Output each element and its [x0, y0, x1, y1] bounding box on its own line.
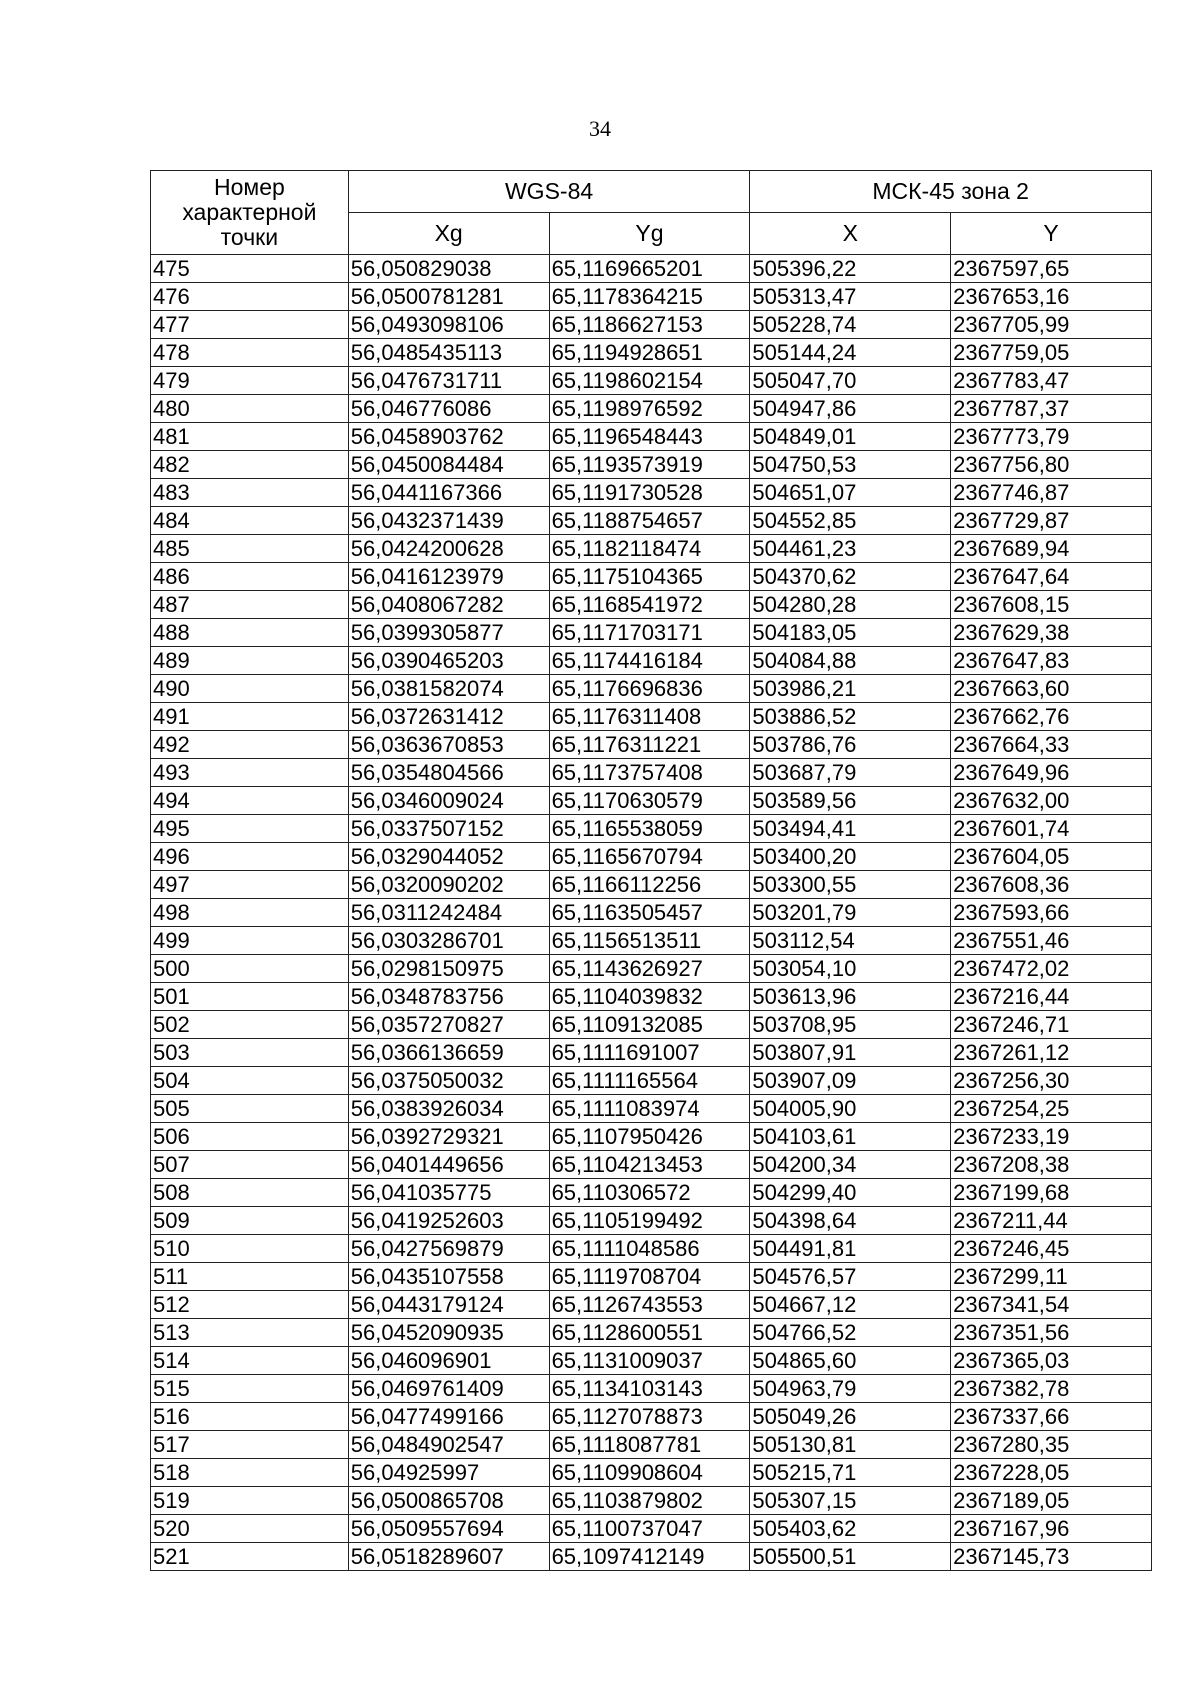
point-number-cell: 516 [151, 1403, 349, 1431]
yg-cell: 65,1178364215 [549, 283, 750, 311]
y-cell: 2367662,76 [951, 703, 1152, 731]
xg-cell: 56,0477499166 [348, 1403, 549, 1431]
x-cell: 505313,47 [750, 283, 951, 311]
x-cell: 504766,52 [750, 1319, 951, 1347]
xg-cell: 56,0329044052 [348, 843, 549, 871]
x-cell: 503494,41 [750, 815, 951, 843]
point-number-cell: 514 [151, 1347, 349, 1375]
xg-cell: 56,0401449656 [348, 1151, 549, 1179]
xg-cell: 56,0399305877 [348, 619, 549, 647]
x-cell: 503054,10 [750, 955, 951, 983]
x-cell: 504461,23 [750, 535, 951, 563]
x-cell: 504103,61 [750, 1123, 951, 1151]
y-cell: 2367756,80 [951, 451, 1152, 479]
table-row [151, 731, 1152, 759]
point-number-cell: 493 [151, 759, 349, 787]
x-cell: 505144,24 [750, 339, 951, 367]
table-row [151, 1011, 1152, 1039]
yg-cell: 65,1174416184 [549, 647, 750, 675]
y-cell: 2367705,99 [951, 311, 1152, 339]
xg-cell: 56,0500781281 [348, 283, 549, 311]
y-cell: 2367246,71 [951, 1011, 1152, 1039]
xg-cell: 56,0450084484 [348, 451, 549, 479]
yg-cell: 65,1173757408 [549, 759, 750, 787]
y-cell: 2367228,05 [951, 1459, 1152, 1487]
x-cell: 504084,88 [750, 647, 951, 675]
yg-cell: 65,1131009037 [549, 1347, 750, 1375]
xg-cell: 56,046776086 [348, 395, 549, 423]
x-cell: 505500,51 [750, 1543, 951, 1571]
table-row [151, 255, 1152, 283]
x-cell: 504398,64 [750, 1207, 951, 1235]
point-number-cell: 495 [151, 815, 349, 843]
x-cell: 503807,91 [750, 1039, 951, 1067]
x-cell: 505049,26 [750, 1403, 951, 1431]
yg-cell: 65,1111165564 [549, 1067, 750, 1095]
table-row [151, 1095, 1152, 1123]
yg-cell: 65,1182118474 [549, 535, 750, 563]
point-number-cell: 509 [151, 1207, 349, 1235]
point-number-cell: 513 [151, 1319, 349, 1347]
table-row [151, 1431, 1152, 1459]
table-row [151, 1375, 1152, 1403]
xg-cell: 56,0419252603 [348, 1207, 549, 1235]
xg-cell: 56,0392729321 [348, 1123, 549, 1151]
x-cell: 504750,53 [750, 451, 951, 479]
x-cell: 504865,60 [750, 1347, 951, 1375]
yg-cell: 65,1163505457 [549, 899, 750, 927]
yg-cell: 65,1119708704 [549, 1263, 750, 1291]
point-number-cell: 482 [151, 451, 349, 479]
x-cell: 504299,40 [750, 1179, 951, 1207]
y-cell: 2367632,00 [951, 787, 1152, 815]
y-cell: 2367601,74 [951, 815, 1152, 843]
point-number-cell: 499 [151, 927, 349, 955]
table-row [151, 815, 1152, 843]
xg-cell: 56,0435107558 [348, 1263, 549, 1291]
point-number-cell: 518 [151, 1459, 349, 1487]
xg-cell: 56,046096901 [348, 1347, 549, 1375]
point-number-cell: 478 [151, 339, 349, 367]
x-cell: 505228,74 [750, 311, 951, 339]
yg-cell: 65,1100737047 [549, 1515, 750, 1543]
yg-cell: 65,1105199492 [549, 1207, 750, 1235]
y-cell: 2367746,87 [951, 479, 1152, 507]
yg-cell: 65,1109132085 [549, 1011, 750, 1039]
yg-cell: 65,1111691007 [549, 1039, 750, 1067]
y-cell: 2367773,79 [951, 423, 1152, 451]
xg-cell: 56,0485435113 [348, 339, 549, 367]
xg-cell: 56,0372631412 [348, 703, 549, 731]
xg-cell: 56,0298150975 [348, 955, 549, 983]
table-row [151, 311, 1152, 339]
y-cell: 2367382,78 [951, 1375, 1152, 1403]
yg-cell: 65,1104213453 [549, 1151, 750, 1179]
point-number-cell: 486 [151, 563, 349, 591]
x-cell: 505403,62 [750, 1515, 951, 1543]
yg-cell: 65,1143626927 [549, 955, 750, 983]
xg-cell: 56,0427569879 [348, 1235, 549, 1263]
yg-cell: 65,1134103143 [549, 1375, 750, 1403]
x-cell: 503708,95 [750, 1011, 951, 1039]
table-row [151, 1347, 1152, 1375]
y-cell: 2367145,73 [951, 1543, 1152, 1571]
point-number-cell: 487 [151, 591, 349, 619]
table-row [151, 871, 1152, 899]
y-cell: 2367647,64 [951, 563, 1152, 591]
x-cell: 503300,55 [750, 871, 951, 899]
yg-cell: 65,1176311408 [549, 703, 750, 731]
point-number-cell: 475 [151, 255, 349, 283]
table-row [151, 479, 1152, 507]
table-row [151, 1235, 1152, 1263]
x-cell: 503400,20 [750, 843, 951, 871]
point-number-cell: 481 [151, 423, 349, 451]
table-row [151, 1543, 1152, 1571]
xg-cell: 56,0381582074 [348, 675, 549, 703]
point-number-cell: 519 [151, 1487, 349, 1515]
xg-cell: 56,0493098106 [348, 311, 549, 339]
table-row [151, 1067, 1152, 1095]
table-row [151, 591, 1152, 619]
point-number-cell: 506 [151, 1123, 349, 1151]
x-cell: 504552,85 [750, 507, 951, 535]
point-number-cell: 520 [151, 1515, 349, 1543]
xg-cell: 56,0348783756 [348, 983, 549, 1011]
yg-cell: 65,1166112256 [549, 871, 750, 899]
table-row [151, 1039, 1152, 1067]
y-cell: 2367783,47 [951, 367, 1152, 395]
y-cell: 2367167,96 [951, 1515, 1152, 1543]
y-cell: 2367216,44 [951, 983, 1152, 1011]
y-cell: 2367365,03 [951, 1347, 1152, 1375]
y-cell: 2367663,60 [951, 675, 1152, 703]
x-cell: 504370,62 [750, 563, 951, 591]
y-cell: 2367199,68 [951, 1179, 1152, 1207]
table-row [151, 451, 1152, 479]
yg-cell: 65,1165538059 [549, 815, 750, 843]
point-number-cell: 512 [151, 1291, 349, 1319]
point-number-cell: 479 [151, 367, 349, 395]
yg-cell: 65,1171703171 [549, 619, 750, 647]
yg-cell: 65,1198976592 [549, 395, 750, 423]
x-cell: 505047,70 [750, 367, 951, 395]
page-number: 34 [589, 116, 611, 141]
yg-cell: 65,1169665201 [549, 255, 750, 283]
y-cell: 2367689,94 [951, 535, 1152, 563]
yg-cell: 65,1188754657 [549, 507, 750, 535]
y-cell: 2367341,54 [951, 1291, 1152, 1319]
x-cell: 504576,57 [750, 1263, 951, 1291]
y-cell: 2367759,05 [951, 339, 1152, 367]
table-row [151, 507, 1152, 535]
xg-cell: 56,0500865708 [348, 1487, 549, 1515]
point-number-cell: 484 [151, 507, 349, 535]
xg-cell: 56,04925997 [348, 1459, 549, 1487]
header-wgs84: WGS-84 [348, 171, 750, 213]
y-cell: 2367653,16 [951, 283, 1152, 311]
yg-cell: 65,1198602154 [549, 367, 750, 395]
x-cell: 503986,21 [750, 675, 951, 703]
table-body [151, 255, 1152, 1571]
table-row [151, 703, 1152, 731]
xg-cell: 56,0509557694 [348, 1515, 549, 1543]
y-cell: 2367254,25 [951, 1095, 1152, 1123]
x-cell: 504849,01 [750, 423, 951, 451]
y-cell: 2367729,87 [951, 507, 1152, 535]
x-cell: 503786,76 [750, 731, 951, 759]
xg-cell: 56,0441167366 [348, 479, 549, 507]
point-number-cell: 503 [151, 1039, 349, 1067]
header-x: X [750, 213, 951, 255]
table-row [151, 983, 1152, 1011]
y-cell: 2367551,46 [951, 927, 1152, 955]
xg-cell: 56,0383926034 [348, 1095, 549, 1123]
xg-cell: 56,0354804566 [348, 759, 549, 787]
x-cell: 503886,52 [750, 703, 951, 731]
yg-cell: 65,1196548443 [549, 423, 750, 451]
xg-cell: 56,0452090935 [348, 1319, 549, 1347]
point-number-cell: 491 [151, 703, 349, 731]
table-row [151, 1179, 1152, 1207]
point-number-cell: 501 [151, 983, 349, 1011]
header-yg: Yg [549, 213, 750, 255]
y-cell: 2367208,38 [951, 1151, 1152, 1179]
yg-cell: 65,1126743553 [549, 1291, 750, 1319]
y-cell: 2367787,37 [951, 395, 1152, 423]
yg-cell: 65,1191730528 [549, 479, 750, 507]
xg-cell: 56,0424200628 [348, 535, 549, 563]
table-row [151, 675, 1152, 703]
x-cell: 504963,79 [750, 1375, 951, 1403]
header-xg: Xg [348, 213, 549, 255]
xg-cell: 56,0432371439 [348, 507, 549, 535]
yg-cell: 65,1175104365 [549, 563, 750, 591]
xg-cell: 56,0366136659 [348, 1039, 549, 1067]
x-cell: 503613,96 [750, 983, 951, 1011]
xg-cell: 56,050829038 [348, 255, 549, 283]
table-row [151, 899, 1152, 927]
y-cell: 2367647,83 [951, 647, 1152, 675]
point-number-cell: 500 [151, 955, 349, 983]
point-number-cell: 488 [151, 619, 349, 647]
x-cell: 504651,07 [750, 479, 951, 507]
x-cell: 505130,81 [750, 1431, 951, 1459]
y-cell: 2367608,15 [951, 591, 1152, 619]
point-number-cell: 510 [151, 1235, 349, 1263]
header-y: Y [951, 213, 1152, 255]
y-cell: 2367233,19 [951, 1123, 1152, 1151]
table-row [151, 1403, 1152, 1431]
y-cell: 2367604,05 [951, 843, 1152, 871]
table-row [151, 1515, 1152, 1543]
y-cell: 2367608,36 [951, 871, 1152, 899]
point-number-cell: 505 [151, 1095, 349, 1123]
table-row [151, 563, 1152, 591]
x-cell: 504667,12 [750, 1291, 951, 1319]
yg-cell: 65,1193573919 [549, 451, 750, 479]
xg-cell: 56,0458903762 [348, 423, 549, 451]
table-row [151, 787, 1152, 815]
xg-cell: 56,0443179124 [348, 1291, 549, 1319]
yg-cell: 65,110306572 [549, 1179, 750, 1207]
table-row [151, 1291, 1152, 1319]
x-cell: 504005,90 [750, 1095, 951, 1123]
table-row [151, 647, 1152, 675]
table-row [151, 1263, 1152, 1291]
table-row [151, 759, 1152, 787]
xg-cell: 56,0337507152 [348, 815, 549, 843]
x-cell: 503687,79 [750, 759, 951, 787]
yg-cell: 65,1111083974 [549, 1095, 750, 1123]
yg-cell: 65,1127078873 [549, 1403, 750, 1431]
y-cell: 2367337,66 [951, 1403, 1152, 1431]
table-header [151, 171, 1152, 255]
point-number-cell: 508 [151, 1179, 349, 1207]
point-number-cell: 476 [151, 283, 349, 311]
xg-cell: 56,0408067282 [348, 591, 549, 619]
point-number-cell: 489 [151, 647, 349, 675]
table-row [151, 955, 1152, 983]
y-cell: 2367211,44 [951, 1207, 1152, 1235]
yg-cell: 65,1194928651 [549, 339, 750, 367]
y-cell: 2367472,02 [951, 955, 1152, 983]
point-number-cell: 515 [151, 1375, 349, 1403]
yg-cell: 65,1097412149 [549, 1543, 750, 1571]
y-cell: 2367261,12 [951, 1039, 1152, 1067]
xg-cell: 56,0346009024 [348, 787, 549, 815]
xg-cell: 56,0476731711 [348, 367, 549, 395]
table-row [151, 1123, 1152, 1151]
yg-cell: 65,1168541972 [549, 591, 750, 619]
point-number-cell: 480 [151, 395, 349, 423]
yg-cell: 65,1186627153 [549, 311, 750, 339]
yg-cell: 65,1170630579 [549, 787, 750, 815]
y-cell: 2367649,96 [951, 759, 1152, 787]
x-cell: 505307,15 [750, 1487, 951, 1515]
table-row [151, 395, 1152, 423]
x-cell: 504491,81 [750, 1235, 951, 1263]
table-row [151, 619, 1152, 647]
yg-cell: 65,1107950426 [549, 1123, 750, 1151]
xg-cell: 56,0375050032 [348, 1067, 549, 1095]
point-number-cell: 483 [151, 479, 349, 507]
y-cell: 2367351,56 [951, 1319, 1152, 1347]
table-row [151, 283, 1152, 311]
point-number-cell: 511 [151, 1263, 349, 1291]
yg-cell: 65,1165670794 [549, 843, 750, 871]
yg-cell: 65,1118087781 [549, 1431, 750, 1459]
point-number-cell: 494 [151, 787, 349, 815]
y-cell: 2367629,38 [951, 619, 1152, 647]
yg-cell: 65,1176696836 [549, 675, 750, 703]
table-row [151, 535, 1152, 563]
table-row [151, 367, 1152, 395]
xg-cell: 56,0469761409 [348, 1375, 549, 1403]
x-cell: 503112,54 [750, 927, 951, 955]
xg-cell: 56,041035775 [348, 1179, 549, 1207]
header-point-number: Номер характерной точки [151, 171, 349, 255]
yg-cell: 65,1156513511 [549, 927, 750, 955]
y-cell: 2367597,65 [951, 255, 1152, 283]
xg-cell: 56,0484902547 [348, 1431, 549, 1459]
y-cell: 2367299,11 [951, 1263, 1152, 1291]
yg-cell: 65,1111048586 [549, 1235, 750, 1263]
x-cell: 505396,22 [750, 255, 951, 283]
point-number-cell: 507 [151, 1151, 349, 1179]
point-number-cell: 517 [151, 1431, 349, 1459]
x-cell: 504200,34 [750, 1151, 951, 1179]
table-row [151, 1487, 1152, 1515]
xg-cell: 56,0303286701 [348, 927, 549, 955]
x-cell: 503201,79 [750, 899, 951, 927]
yg-cell: 65,1103879802 [549, 1487, 750, 1515]
point-number-cell: 497 [151, 871, 349, 899]
point-number-cell: 490 [151, 675, 349, 703]
x-cell: 504947,86 [750, 395, 951, 423]
point-number-cell: 477 [151, 311, 349, 339]
xg-cell: 56,0416123979 [348, 563, 549, 591]
x-cell: 504280,28 [750, 591, 951, 619]
yg-cell: 65,1109908604 [549, 1459, 750, 1487]
point-number-cell: 504 [151, 1067, 349, 1095]
x-cell: 505215,71 [750, 1459, 951, 1487]
point-number-cell: 502 [151, 1011, 349, 1039]
x-cell: 504183,05 [750, 619, 951, 647]
table-row [151, 927, 1152, 955]
coordinates-table [150, 170, 1152, 1571]
table-row [151, 1151, 1152, 1179]
y-cell: 2367280,35 [951, 1431, 1152, 1459]
xg-cell: 56,0357270827 [348, 1011, 549, 1039]
point-number-cell: 498 [151, 899, 349, 927]
point-number-cell: 521 [151, 1543, 349, 1571]
y-cell: 2367593,66 [951, 899, 1152, 927]
table-row [151, 1319, 1152, 1347]
point-number-cell: 496 [151, 843, 349, 871]
x-cell: 503589,56 [750, 787, 951, 815]
header-msk45: МСК-45 зона 2 [750, 171, 1152, 213]
y-cell: 2367189,05 [951, 1487, 1152, 1515]
yg-cell: 65,1176311221 [549, 731, 750, 759]
yg-cell: 65,1128600551 [549, 1319, 750, 1347]
yg-cell: 65,1104039832 [549, 983, 750, 1011]
xg-cell: 56,0363670853 [348, 731, 549, 759]
xg-cell: 56,0311242484 [348, 899, 549, 927]
xg-cell: 56,0390465203 [348, 647, 549, 675]
table-row [151, 423, 1152, 451]
xg-cell: 56,0320090202 [348, 871, 549, 899]
y-cell: 2367246,45 [951, 1235, 1152, 1263]
xg-cell: 56,0518289607 [348, 1543, 549, 1571]
y-cell: 2367256,30 [951, 1067, 1152, 1095]
table-row [151, 843, 1152, 871]
x-cell: 503907,09 [750, 1067, 951, 1095]
table-row [151, 339, 1152, 367]
y-cell: 2367664,33 [951, 731, 1152, 759]
point-number-cell: 492 [151, 731, 349, 759]
table-row [151, 1207, 1152, 1235]
table-row [151, 1459, 1152, 1487]
point-number-cell: 485 [151, 535, 349, 563]
